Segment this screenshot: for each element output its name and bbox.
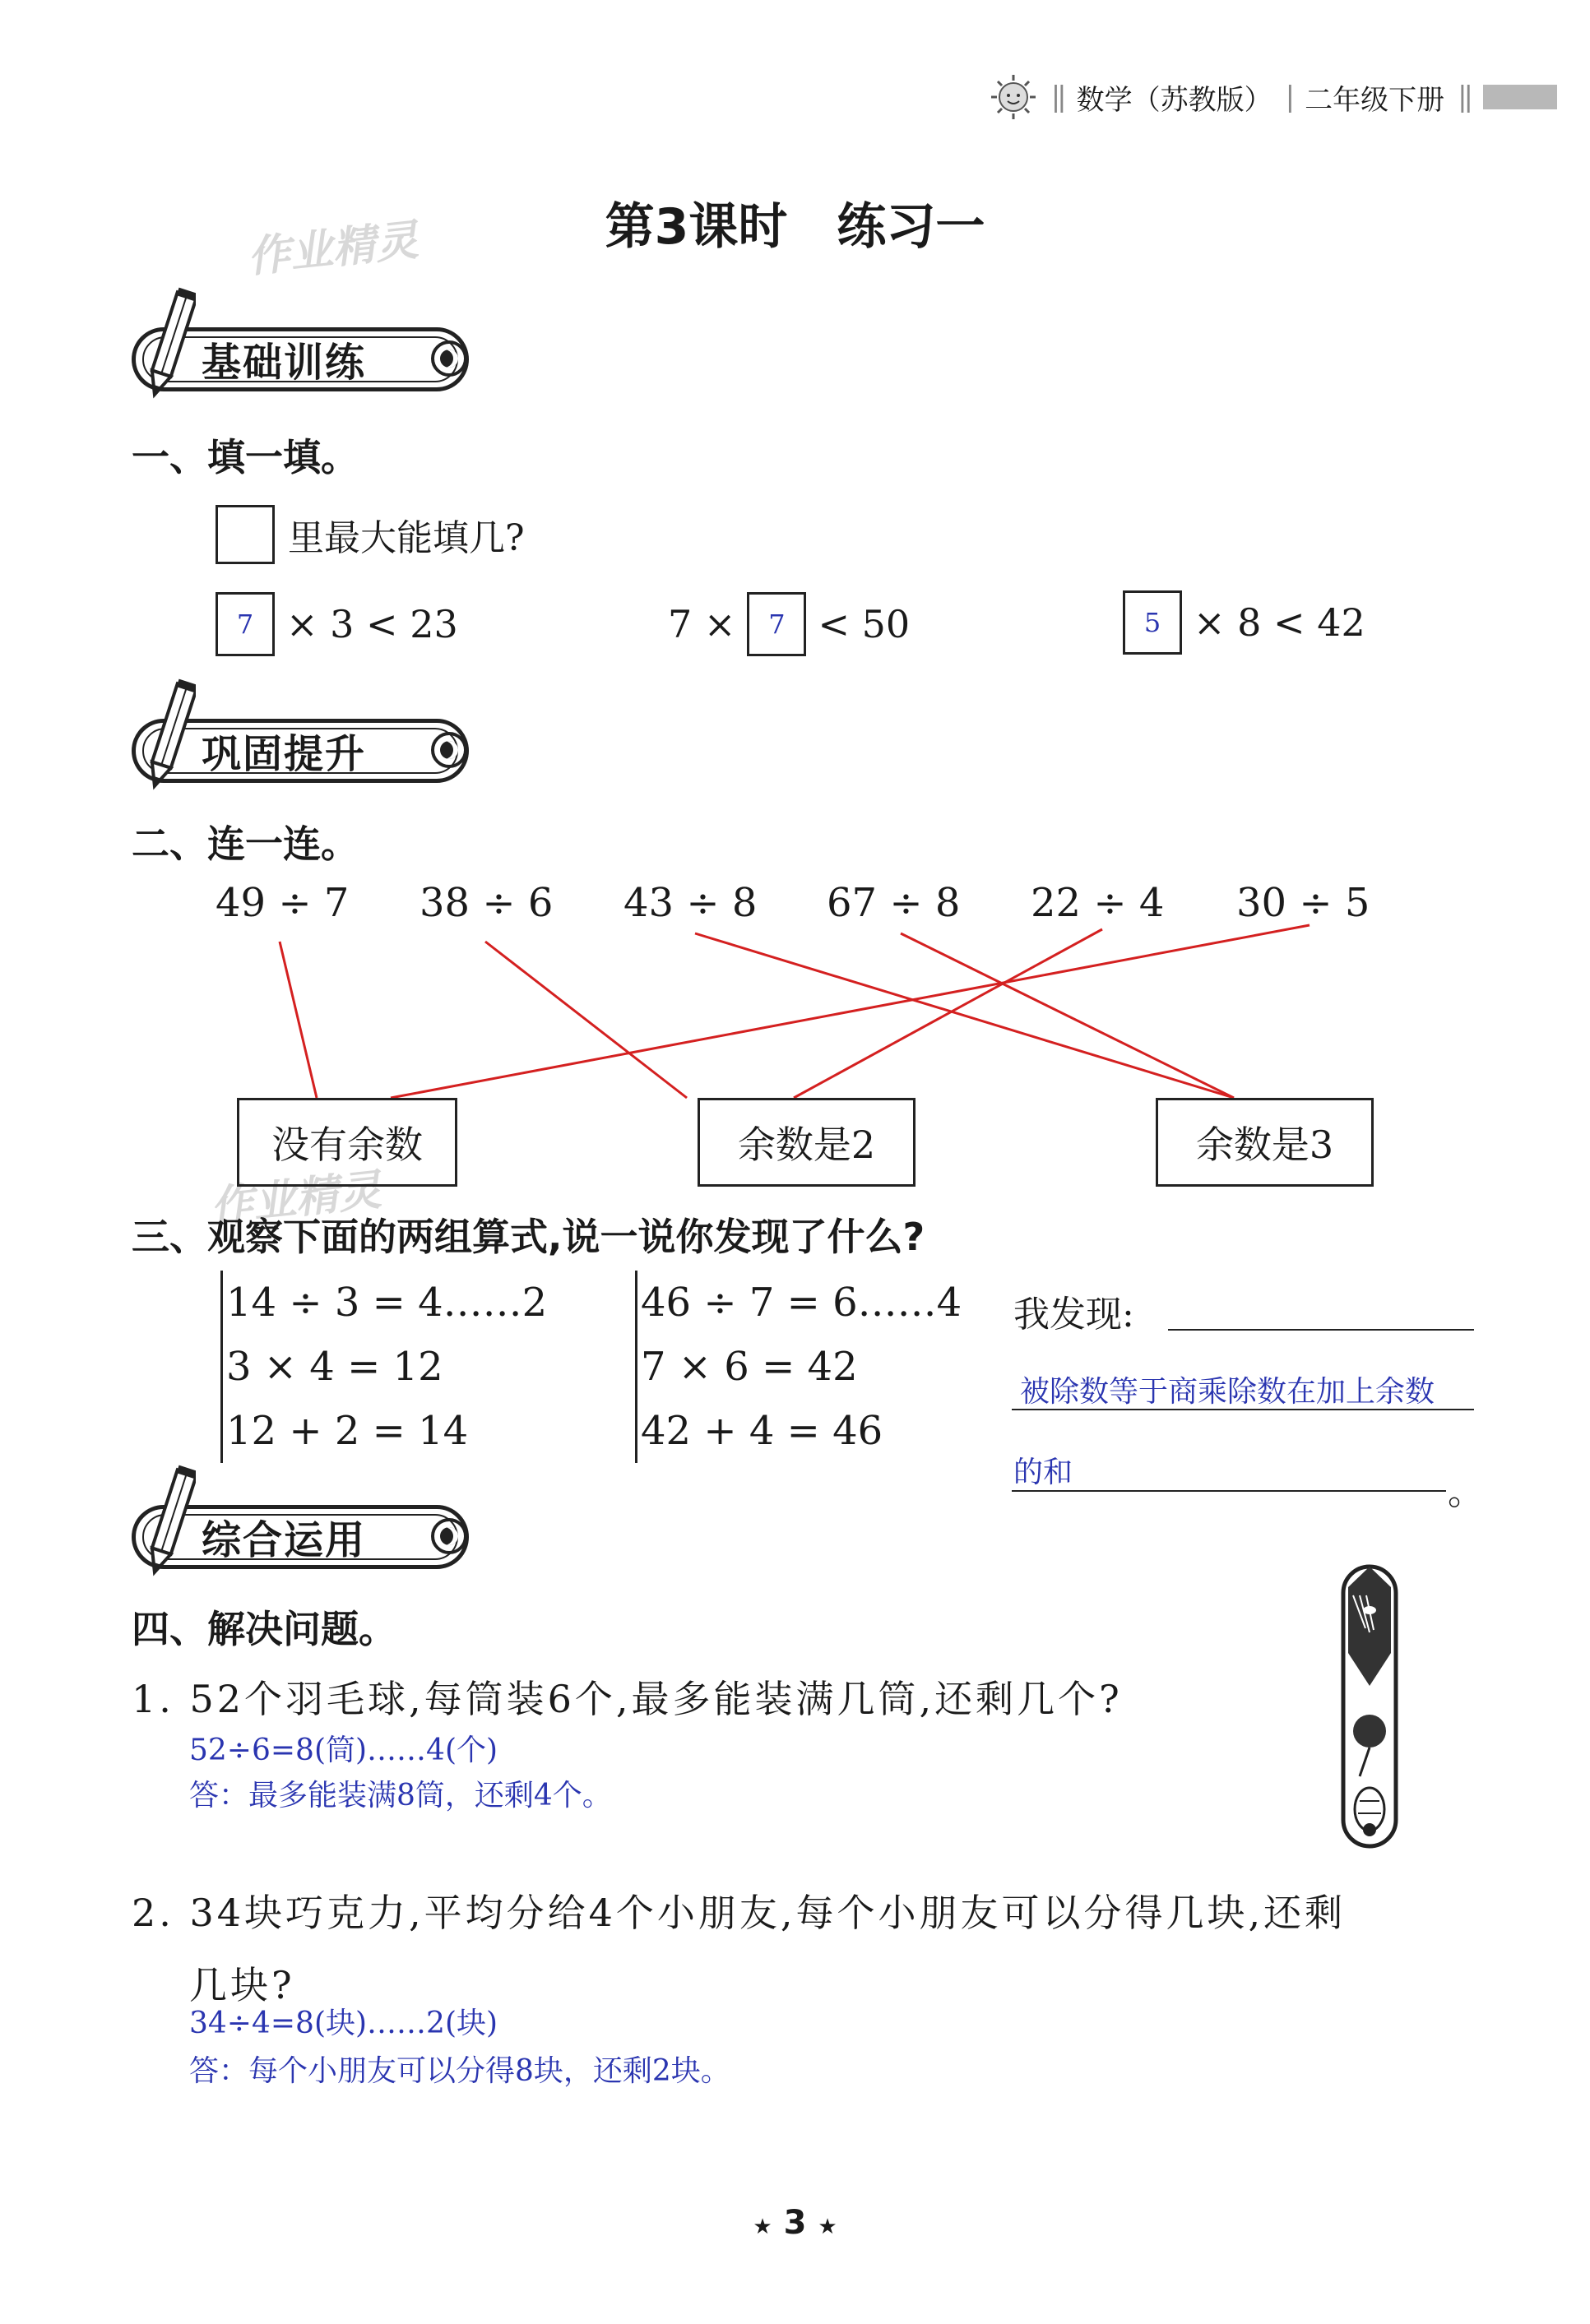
page-footer <box>0 2204 1590 2242</box>
q1-heading: 一、填一填。 <box>132 435 359 479</box>
banner-label: 巩固提升 <box>202 731 367 777</box>
section-banner-apply <box>132 1498 477 1574</box>
match-line <box>391 925 1310 1098</box>
division-expr: 22 ÷ 4 <box>1031 880 1165 926</box>
pencil-icon <box>146 1464 196 1579</box>
result-box-no-remainder: 没有余数 <box>237 1098 457 1187</box>
equation: 14 ÷ 3 = 4……2 <box>226 1280 548 1326</box>
equation: 42 + 4 = 46 <box>641 1408 883 1454</box>
answer-box[interactable]: 7 <box>747 592 806 656</box>
banner-label: 综合运用 <box>202 1517 367 1563</box>
star-icon: ★ <box>818 2215 837 2239</box>
inequality-expr: × 3 < 23 <box>286 602 458 646</box>
equation-group-2 <box>635 1271 962 1463</box>
divider: || <box>1050 81 1064 113</box>
division-expr: 38 ÷ 6 <box>420 880 554 926</box>
banner-label: 基础训练 <box>202 340 367 386</box>
match-line <box>280 942 317 1098</box>
answer-line <box>1012 1490 1446 1492</box>
handwritten-answer[interactable]: 被除数等于商乘除数在加上余数 <box>1020 1375 1435 1409</box>
equation: 7 × 6 = 42 <box>641 1344 858 1390</box>
q1-prompt: 里最大能填几? <box>288 517 525 559</box>
equation-group-1 <box>220 1271 547 1463</box>
match-line <box>695 933 1234 1098</box>
end-mark: 。 <box>1448 1471 1484 1513</box>
problem-1-answer[interactable]: 答：最多能装满8筒，还剩4个。 <box>189 1779 612 1812</box>
equation: 12 + 2 = 14 <box>226 1408 469 1454</box>
match-line <box>901 933 1234 1098</box>
division-expr: 49 ÷ 7 <box>216 880 350 926</box>
grade-label: 二年级下册 <box>1305 83 1445 117</box>
problem-2-answer[interactable]: 答：每个小朋友可以分得8块，还剩2块。 <box>189 2054 730 2088</box>
division-expr: 30 ÷ 5 <box>1236 880 1370 926</box>
problem-1-text: 1. 52个羽毛球,每筒装6个,最多能装满几筒,还剩几个? <box>132 1677 1123 1721</box>
q4-heading: 四、解决问题。 <box>132 1607 396 1651</box>
division-expr: 67 ÷ 8 <box>827 880 961 926</box>
inequality-expr: × 8 < 42 <box>1194 600 1365 645</box>
q3-heading: 三、观察下面的两组算式,说一说你发现了什么? <box>132 1215 925 1259</box>
divider: || <box>1458 81 1470 113</box>
book-title: 数学（苏教版） <box>1076 83 1272 117</box>
problem-1-calc[interactable]: 52÷6=8(筒)……4(个) <box>189 1734 498 1767</box>
page-number: 3 <box>783 2204 807 2242</box>
watermark: 作业精灵 <box>208 1165 384 1233</box>
answer-box[interactable]: 5 <box>1123 590 1182 655</box>
ring-icon <box>431 1518 467 1554</box>
division-expr: 43 ÷ 8 <box>623 880 758 926</box>
divider: | <box>1285 81 1292 113</box>
answer-line <box>1168 1329 1474 1331</box>
inequality-expr: < 50 <box>818 602 911 646</box>
result-box-remainder-2: 余数是2 <box>698 1098 916 1187</box>
problem-2-text-cont: 几块? <box>189 1963 295 2007</box>
handwritten-answer[interactable]: 的和 <box>1013 1456 1073 1489</box>
badminton-tube-icon <box>1337 1562 1402 1850</box>
page-title: 第3课时 练习一 <box>605 198 985 256</box>
q2-heading: 二、连一连。 <box>132 822 359 866</box>
answer-line <box>1012 1409 1474 1410</box>
inequality-prefix: 7 × <box>668 602 736 646</box>
problem-2-text: 2. 34块巧克力,平均分给4个小朋友,每个小朋友可以分得几块,还剩 <box>132 1891 1347 1935</box>
equation: 46 ÷ 7 = 6……4 <box>641 1280 962 1326</box>
answer-box[interactable]: 7 <box>216 592 275 656</box>
problem-2-calc[interactable]: 34÷4=8(块)……2(块) <box>189 2007 498 2040</box>
equation: 3 × 4 = 12 <box>226 1344 443 1390</box>
star-icon: ★ <box>753 2215 772 2239</box>
watermark: 作业精灵 <box>245 215 421 283</box>
result-box-remainder-3: 余数是3 <box>1156 1098 1374 1187</box>
found-label: 我发现: <box>1013 1294 1134 1336</box>
